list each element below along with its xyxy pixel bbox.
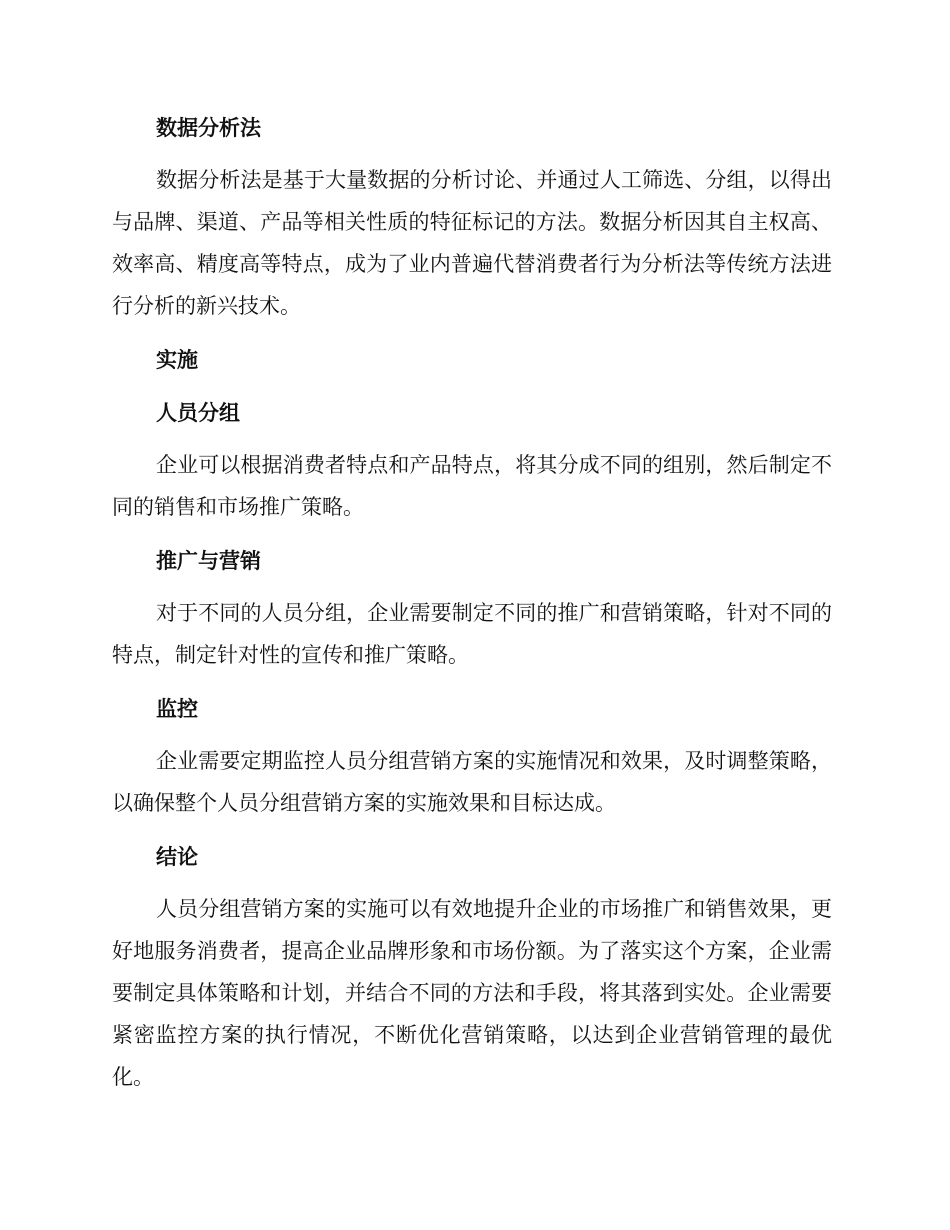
paragraph-conclusion: 人员分组营销方案的实施可以有效地提升企业的市场推广和销售效果，更好地服务消费者，提高企业品牌形象和市场份额。为了落实这个方案，企业需要制定具体策略和计划，并结合不同的方法和手段，将其落到实处。企业需要紧密监控方案的执行情况，不断优化营销策略，以达到企业营销管理的最优化。 <box>112 897 832 1089</box>
heading-implementation: 实施 <box>156 348 198 372</box>
paragraph-monitoring: 企业需要定期监控人员分组营销方案的实施情况和效果，及时调整策略，以确保整个人员分组营销方案的实施效果和目标达成。 <box>112 749 832 815</box>
paragraph-promotion-marketing: 对于不同的人员分组，企业需要制定不同的推广和营销策略，针对不同的特点，制定针对性的宣传和推广策略。 <box>112 601 832 667</box>
heading-monitoring: 监控 <box>156 697 198 721</box>
heading-conclusion: 结论 <box>156 845 198 869</box>
paragraph-data-analysis: 数据分析法是基于大量数据的分析讨论、并通过人工筛选、分组，以得出与品牌、渠道、产品等相关性质的特征标记的方法。数据分析因其自主权高、效率高、精度高等特点，成为了业内普遍代替消费者行为分析法等传统方法进行分析的新兴技术。 <box>112 168 832 318</box>
heading-data-analysis: 数据分析法 <box>156 116 261 140</box>
paragraph-grouping: 企业可以根据消费者特点和产品特点，将其分成不同的组别，然后制定不同的销售和市场推广策略。 <box>112 453 832 519</box>
heading-grouping: 人员分组 <box>156 401 240 425</box>
document-body <box>112 108 832 1098</box>
heading-promotion-marketing: 推广与营销 <box>156 549 261 573</box>
